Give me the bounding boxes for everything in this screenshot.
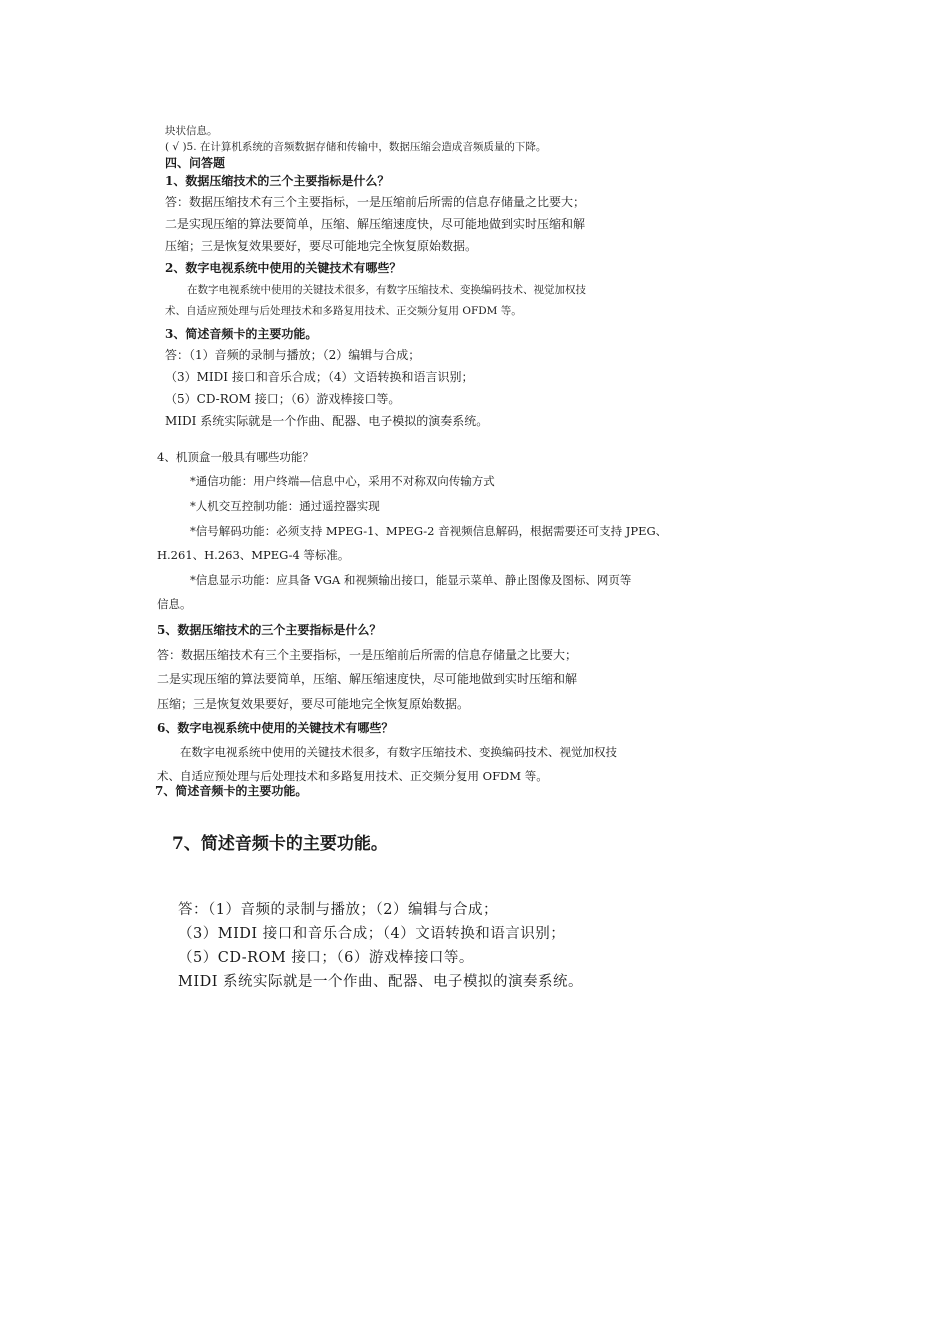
question-4-title: 4、机顶盒一般具有哪些功能？ <box>157 450 314 464</box>
section-title-qa: 四、问答题 <box>165 156 226 170</box>
question-2-title: 2、数字电视系统中使用的关键技术有哪些？ <box>165 261 402 275</box>
answer-3-line-4: MIDI 系统实际就是一个作曲、配器、电子模拟的演奏系统。 <box>165 414 489 428</box>
answer-4-line-4: H.261、H.263、MPEG-4 等标准。 <box>157 548 350 562</box>
answer-4-line-3: *信号解码功能：必须支持 MPEG-1、MPEG-2 音视频信息解码，根据需要还可支持 JPEG、 <box>190 524 668 538</box>
question-7-title: 7、简述音频卡的主要功能。 <box>172 834 388 854</box>
true-false-item-5: ( √ )5. 在计算机系统的音频数据存储和传输中，数据压缩会造成音频质量的下降。 <box>165 141 547 153</box>
answer-5-line-2: 二是实现压缩的算法要简单，压缩、解压缩速度快，尽可能地做到实时压缩和解 <box>157 672 578 686</box>
answer-3-line-1: 答：（1）音频的录制与播放；（2）编辑与合成； <box>165 348 421 362</box>
answer-7-line-4: MIDI 系统实际就是一个作曲、配器、电子模拟的演奏系统。 <box>178 974 584 990</box>
answer-6-line-2: 术、自适应预处理与后处理技术和多路复用技术、正交频分复用 OFDM 等。 <box>157 769 548 783</box>
answer-6-line-1: 在数字电视系统中使用的关键技术很多，有数字压缩技术、变换编码技术、视觉加权技 <box>180 745 617 759</box>
answer-2-line-1: 在数字电视系统中使用的关键技术很多，有数字压缩技术、变换编码技术、视觉加权技 <box>187 284 586 296</box>
answer-5-line-3: 压缩；三是恢复效果要好，要尽可能地完全恢复原始数据。 <box>157 697 470 711</box>
answer-1-line-1: 答：数据压缩技术有三个主要指标，一是压缩前后所需的信息存储量之比要大； <box>165 195 586 209</box>
answer-3-line-2: （3）MIDI 接口和音乐合成；（4）文语转换和语言识别； <box>165 370 474 384</box>
question-6-title: 6、数字电视系统中使用的关键技术有哪些？ <box>157 721 394 735</box>
answer-4-line-6: 信息。 <box>157 597 192 611</box>
answer-2-line-2: 术、自适应预处理与后处理技术和多路复用技术、正交频分复用 OFDM 等。 <box>165 305 522 317</box>
answer-4-line-5: *信息显示功能：应具备 VGA 和视频输出接口，能显示菜单、静止图像及图标、网页等 <box>190 573 632 587</box>
answer-7-line-1: 答：（1）音频的录制与播放；（2）编辑与合成； <box>178 902 498 918</box>
cut-off-heading: 7、简述音频卡的主要功能。 <box>155 784 308 798</box>
question-5-title: 5、数据压缩技术的三个主要指标是什么？ <box>157 623 382 637</box>
answer-3-line-3: （5）CD-ROM 接口；（6）游戏棒接口等。 <box>165 392 401 406</box>
answer-4-line-1: *通信功能：用户终端—信息中心，采用不对称双向传输方式 <box>190 474 495 488</box>
answer-1-line-3: 压缩；三是恢复效果要好，要尽可能地完全恢复原始数据。 <box>165 239 478 253</box>
answer-1-line-2: 二是实现压缩的算法要简单，压缩、解压缩速度快，尽可能地做到实时压缩和解 <box>165 217 586 231</box>
answer-7-line-2: （3）MIDI 接口和音乐合成；（4）文语转换和语言识别； <box>178 926 566 942</box>
answer-7-line-3: （5）CD-ROM 接口；（6）游戏棒接口等。 <box>178 950 474 966</box>
text-line-block-info: 块状信息。 <box>165 125 218 137</box>
question-3-title: 3、简述音频卡的主要功能。 <box>165 327 318 341</box>
answer-4-line-2: *人机交互控制功能：通过遥控器实现 <box>190 499 380 513</box>
question-1-title: 1、数据压缩技术的三个主要指标是什么？ <box>165 174 390 188</box>
answer-5-line-1: 答：数据压缩技术有三个主要指标，一是压缩前后所需的信息存储量之比要大； <box>157 648 578 662</box>
